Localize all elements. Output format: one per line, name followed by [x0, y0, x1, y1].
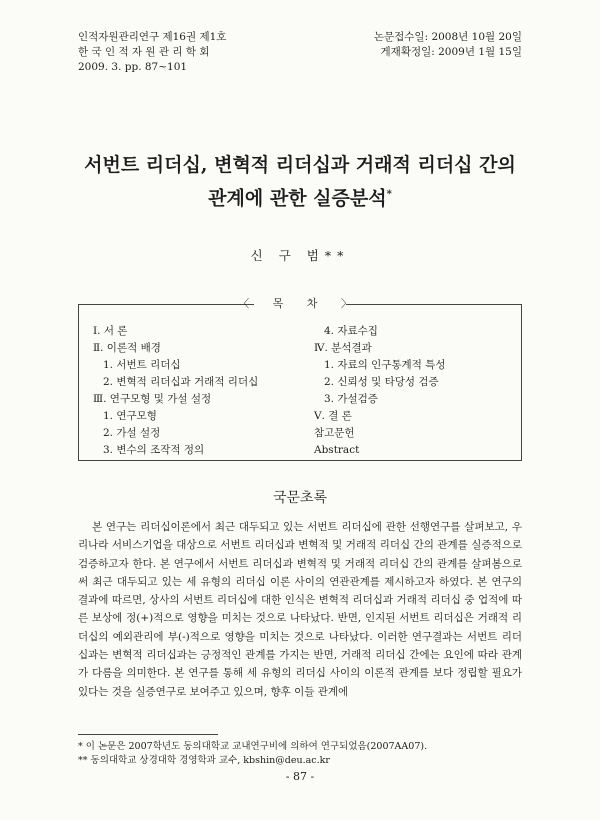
- toc-item: 2. 가설 설정: [103, 427, 161, 439]
- toc-item: 1. 서번트 리더십: [103, 359, 181, 371]
- toc-column-left: [93, 323, 258, 459]
- author-name: 신 구 범**: [250, 248, 350, 263]
- toc-item: Ⅳ. 분석결과: [314, 342, 372, 354]
- date-info: [374, 30, 522, 60]
- page-number: - 87 -: [285, 770, 315, 783]
- received-date: 논문접수일: 2008년 10월 20일: [373, 31, 522, 43]
- footnote-divider: [78, 734, 218, 735]
- toc-item: Ⅴ. 결 론: [314, 410, 352, 422]
- title-footnote-mark: *: [386, 189, 392, 200]
- toc-item: Ⅱ. 이론적 배경: [93, 342, 161, 354]
- footnote-author: ** 동의대학교 상경대학 경영학과 교수, kbshin@deu.ac.kr: [78, 755, 330, 766]
- toc-item: 1. 연구모형: [103, 410, 157, 422]
- abstract-body: 본 연구는 리더십이론에서 최근 대두되고 있는 서번트 리더십에 관한 선행연구를 살펴보고, 우리나라 서비스기업을 대상으로 서번트 리더십과 변혁적 및 거래적 리더십 간의 관계를 실증적으로 검증하고자 한다. 본 연구에서 서번트 리더십과 변혁적 및 거래적 리더십 간의 관계를 살펴봄으로써 최근 대두되고 있는 세 유형의 리더십 이론 사이의 연관관계를 제시하고자 하였다. 본 연구의 결과에 따르면, 상사의 서번트 리더십에 대한 인식은 변혁적 리더십과 거래적 리더십 중 업적에 따른 보상에 정(+)적으로 영향을 미치는 것으로 나타났다. 반면, 인지된 서번트 리더십은 거래적 리더십의 예외관리에 부(-)적으로 영향을 미치는 것으로 나타났다. 이러한 연구결과는 서번트 리더십과는 변혁적 리더십과는 긍정적인 관계를 가지는 반면, 거래적 리더십 간에는 요인에 따라 관계가 다름을 의미한다. 본 연구를 통해 세 유형의 리더십 사이의 이론적 관계를 보다 정립할 필요가 있다는 것을 실증연구로 보여주고 있으며, 향후 이들 관계에: [78, 521, 522, 698]
- issue-pages: 2009. 3. pp. 87~101: [78, 61, 188, 73]
- toc-item: 3. 변수의 조작적 정의: [103, 444, 205, 456]
- paper-title: [0, 150, 600, 213]
- abstract-heading: 국문초록: [272, 490, 328, 506]
- toc-item: 1. 자료의 인구통계적 특성: [324, 359, 446, 371]
- toc-item: Ⅰ. 서 론: [93, 325, 128, 337]
- toc-item: 참고문헌: [314, 427, 355, 439]
- toc-item: Ⅲ. 연구모형 및 가설 설정: [93, 393, 212, 405]
- toc-item: 4. 자료수집: [324, 325, 378, 337]
- title-line-1: 서번트 리더십, 변혁적 리더십과 거래적 리더십 간의: [84, 154, 516, 176]
- toc-item: 2. 변혁적 리더십과 거래적 리더십: [103, 376, 259, 388]
- table-of-contents: [78, 305, 522, 461]
- footnote-funding: * 이 논문은 2007학년도 동의대학교 교내연구비에 의하여 연구되었음(2007AA07).: [78, 741, 428, 752]
- title-line-2-text: 관계에 관한 실증분석: [208, 187, 387, 210]
- society-name: 한 국 인 적 자 원 관 리 학 회: [78, 46, 210, 58]
- toc-item: 2. 신뢰성 및 타당성 검증: [324, 376, 439, 388]
- journal-info: [78, 30, 226, 75]
- title-line-2: [0, 180, 600, 213]
- toc-column-right: [314, 323, 445, 459]
- toc-item: 3. 가설검증: [324, 393, 378, 405]
- toc-item: Abstract: [314, 444, 360, 456]
- accepted-date: 게재확정일: 2009년 1월 15일: [380, 46, 522, 58]
- toc-heading: 〈 목 차 〉: [238, 297, 362, 310]
- journal-name: 인적자원관리연구 제16권 제1호: [78, 31, 227, 43]
- footnotes: [78, 740, 427, 768]
